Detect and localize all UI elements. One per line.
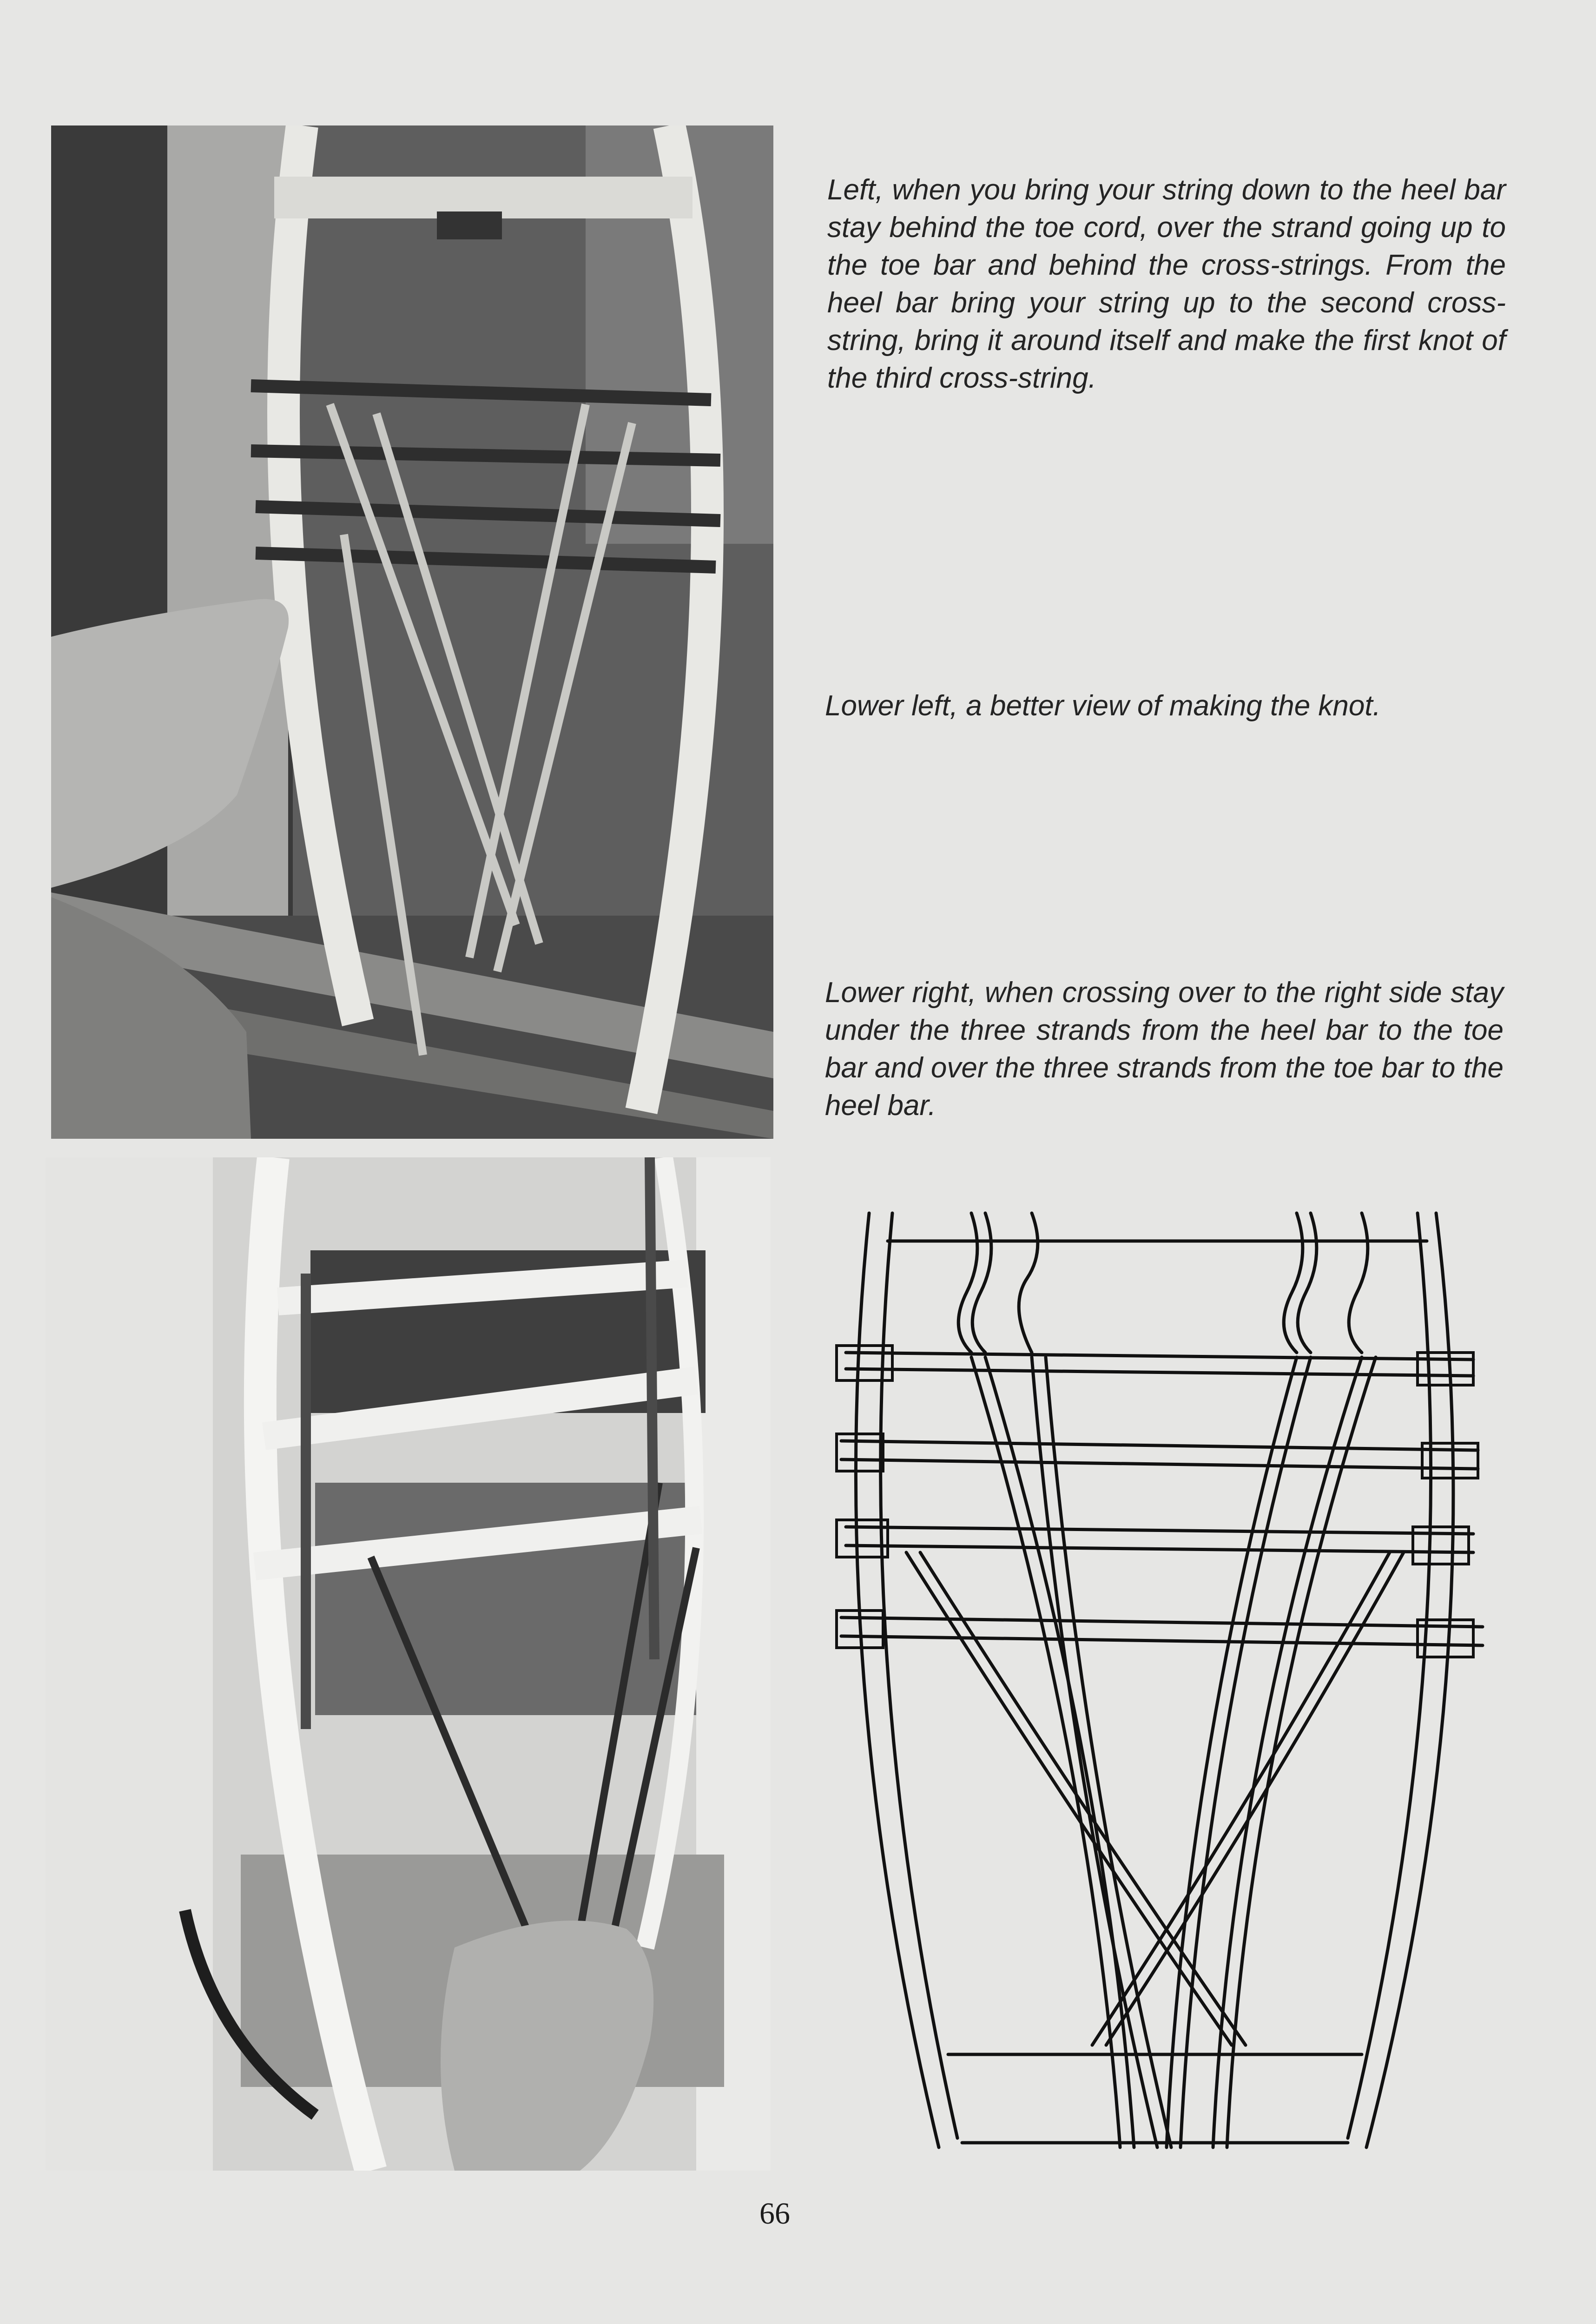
- caption-lower-right: Lower right, when crossing over to the right side stay under the three strands from the heel bar to the toe bar and over the three strands from the toe bar to the heel bar.: [825, 977, 1504, 1122]
- lacing-pattern-diagram: [832, 1199, 1501, 2157]
- page-number: 66: [759, 2197, 790, 2231]
- caption-lower-left: Lower left, a better view of making the knot.: [825, 690, 1381, 722]
- caption-left: Left, when you bring your string down to the heel bar stay behind the toe cord, over the strand going up to the toe bar and behind the cross-strings. From the heel bar bring your string up to the second cross-string, bring it around itself and make the first knot of the third cross-string.: [827, 174, 1506, 394]
- snowshoe-lacing-photo-top: [51, 125, 773, 1139]
- snowshoe-knot-photo-bottom: [46, 1157, 771, 2171]
